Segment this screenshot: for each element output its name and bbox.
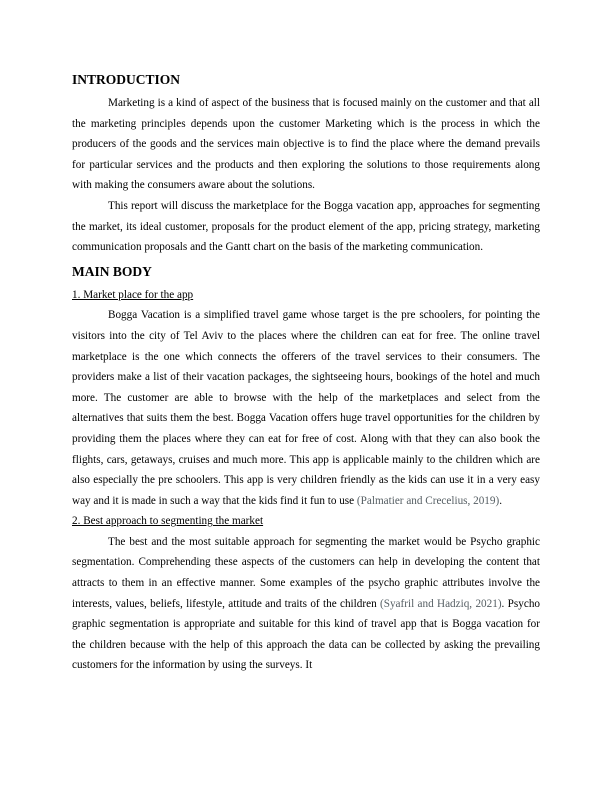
section-1-paragraph [72, 305, 540, 511]
introduction-paragraph-2: This report will discuss the marketplace for the Bogga vacation app, approaches for segmenting the market, its ideal customer, proposals for the product element of the app, pricing strategy, marketing communication proposals and the Gantt chart on the basis of the marketing communication. [72, 199, 540, 254]
section-1-text: Bogga Vacation is a simplified travel game whose target is the pre schoolers, for pointing the visitors into the city of Tel Aviv to the places where the children can eat for free. The online travel marketplace is the one which connects the offerers of the travel services to their consumers. The providers make a list of their vacation packages, the sightseeing hours, bookings of the hotel and much more. The customer are able to browse with the help of the marketplaces and select from the alternatives that suits them the best. Bogga Vacation offers huge travel opportunities for the children by providing them the places where they can eat for free of cost. Along with that they can also book the flights, cars, getaways, cruises and much more. This app is applicable mainly to the children which are also especially the pre schoolers. This app is very children friendly as the kids can use it in a very easy way and it is made in such a way that the kids find it fun to use [72, 309, 540, 507]
section-2-title: 2. Best approach to segmenting the market [72, 515, 264, 528]
introduction-heading: INTRODUCTION [72, 72, 181, 87]
section-1-end: . [499, 494, 503, 507]
section-2-paragraph [72, 532, 540, 676]
main-body-heading: MAIN BODY [72, 263, 152, 279]
document-content [72, 71, 540, 676]
section-1-title: 1. Market place for the app [72, 288, 194, 301]
section-2-text-b: . Psycho graphic segmentation is appropriate and suitable for this kind of travel app that is Bogga vacation for the children because with the help of this approach the data can be collected by asking the prevailing customers for the information by using the surveys. It [72, 597, 541, 672]
section-2-citation: (Syafril and Hadziq, 2021) [380, 597, 502, 610]
introduction-paragraph-1: Marketing is a kind of aspect of the business that is focused mainly on the customer and that all the marketing principles depends upon the customer Marketing which is the process in which the producers of the goods and the services main objective is to find the place where the demand prevails for particular services and the products and then exploring the solutions to those requirements along with making the consumers aware about the solutions. [72, 97, 540, 192]
section-1-citation: (Palmatier and Crecelius, 2019) [356, 494, 500, 507]
section-2-text-a: The best and the most suitable approach for segmenting the market would be Psycho graphic segmentation. Comprehending these aspects of the customers can help in developing the content that attracts to them in an effective manner. Some examples of the psycho graphic attributes involve the interests, values, beliefs, lifestyle, attitude and traits of the children [72, 535, 540, 610]
